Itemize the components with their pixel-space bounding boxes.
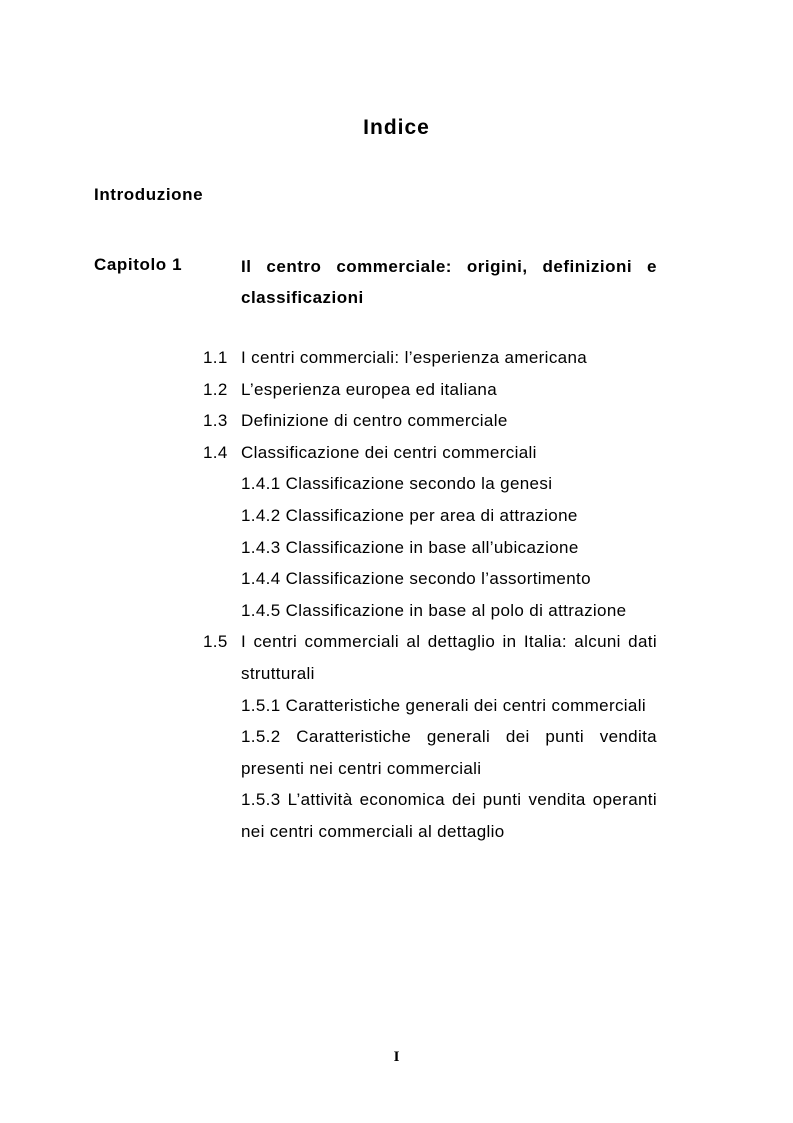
section-number: 1.2 (203, 379, 228, 399)
toc-entry-1-5-2 (0, 721, 793, 784)
subsection-title: 1.4.2 Classificazione per area di attrazione (241, 505, 578, 525)
section-number: 1.3 (203, 411, 228, 431)
toc-entry-1-4-4 (0, 563, 793, 595)
toc-entry-1-5-1 (0, 690, 793, 722)
toc-entry-1-1 (0, 342, 793, 374)
page-number: I (393, 1049, 400, 1065)
subsection-title: 1.5.3 L’attività economica dei punti vendita operanti nei centri commerciali al dettaglio (241, 790, 657, 841)
toc-entry-1-3 (0, 405, 793, 437)
toc-entry-1-4-2 (0, 500, 793, 532)
page-title: Indice (363, 116, 430, 139)
toc-entry-1-4-3 (0, 532, 793, 564)
toc-introduction: Introduzione (94, 185, 204, 204)
subsection-title: 1.5.1 Caratteristiche generali dei centri commerciali (241, 695, 646, 715)
toc-entry-1-2 (0, 374, 793, 406)
section-title: I centri commerciali: l’esperienza americana (241, 348, 588, 367)
subsection-title: 1.4.5 Classificazione in base al polo di attrazione (241, 600, 627, 620)
subsection-title: 1.5.2 Caratteristiche generali dei punti vendita presenti nei centri commerciali (241, 727, 657, 778)
section-title: Definizione di centro commerciale (241, 411, 508, 431)
subsection-title: 1.4.4 Classificazione secondo l’assortimento (241, 569, 591, 589)
toc-entry-1-4 (0, 437, 793, 469)
toc-list (0, 342, 793, 848)
subsection-title: 1.4.1 Classificazione secondo la genesi (241, 474, 553, 494)
section-title: L’esperienza europea ed italiana (241, 379, 497, 399)
toc-entry-1-5 (0, 626, 793, 689)
section-title: I centri commerciali al dettaglio in Italia: alcuni dati strutturali (241, 632, 657, 683)
section-number: 1.1 (203, 348, 228, 367)
subsection-title: 1.4.3 Classificazione in base all’ubicazione (241, 537, 579, 557)
chapter-title: Il centro commerciale: origini, definizioni e classificazioni (241, 257, 657, 307)
toc-entry-1-4-1 (0, 468, 793, 500)
chapter-label: Capitolo 1 (94, 255, 183, 274)
section-number: 1.5 (203, 632, 228, 652)
toc-entry-1-5-3 (0, 784, 793, 847)
section-number: 1.4 (203, 442, 228, 462)
toc-entry-1-4-5 (0, 595, 793, 627)
section-title: Classificazione dei centri commerciali (241, 442, 537, 462)
